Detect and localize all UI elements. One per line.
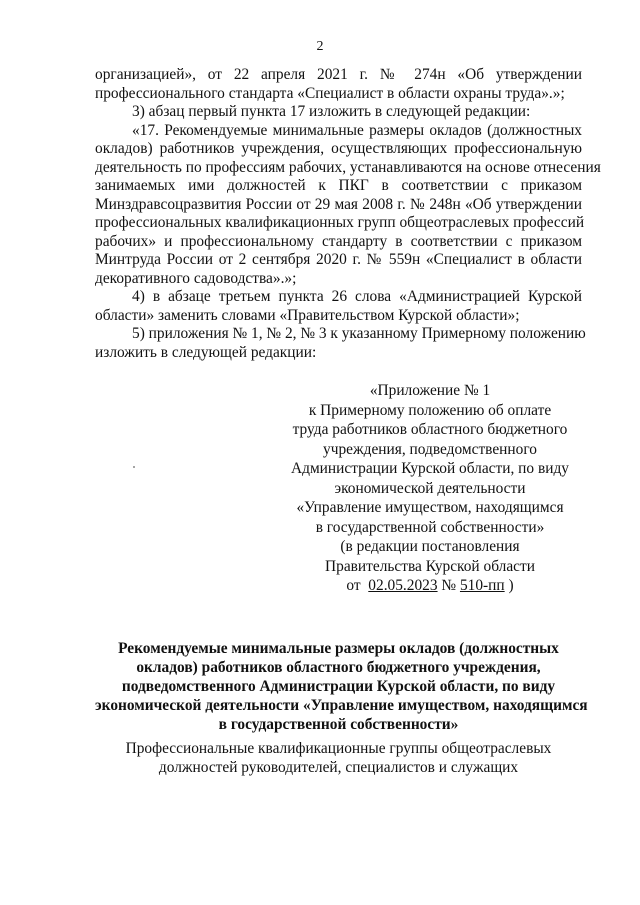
paragraph-line: профессиональных квалификационных групп общеотраслевых профессий bbox=[95, 214, 585, 231]
paragraph-line: рабочих» и профессиональному стандарту в соответствии с приказом bbox=[95, 232, 582, 250]
appendix-line: учреждения, подведомственного bbox=[323, 440, 537, 458]
paragraph-line: занимаемых ими должностей к ПКГ в соответствии с приказом bbox=[95, 177, 582, 194]
paragraph-line: декоративного садоводства».»; bbox=[95, 269, 297, 287]
appendix-block bbox=[280, 381, 580, 596]
scan-speck bbox=[133, 466, 135, 468]
resolution-date: 02.05.2023 bbox=[368, 577, 438, 594]
paragraph-line: деятельность по профессиям рабочих, устанавливаются на основе отнесения bbox=[95, 158, 601, 176]
heading-line: окладов) работников областного бюджетного учреждения, bbox=[136, 659, 541, 676]
paragraph-line: окладов) работников учреждения, осуществляющих профессиональную bbox=[95, 140, 582, 157]
date-suffix: ) bbox=[504, 577, 514, 594]
subheading-line: должностей руководителей, специалистов и служащих bbox=[158, 759, 519, 776]
appendix-line: экономической деятельности bbox=[334, 479, 526, 497]
body-text bbox=[95, 66, 601, 362]
appendix-line: «Управление имуществом, находящимся bbox=[296, 499, 564, 516]
number-prefix: № bbox=[437, 577, 460, 594]
subsection-heading bbox=[95, 739, 582, 777]
heading-line: подведомственного Администрации Курской области, по виду bbox=[121, 678, 556, 695]
paragraph-line: Минздравсоцразвития России от 29 мая 2008 г. № 248н «Об утверждении bbox=[95, 195, 582, 213]
appendix-line: (в редакции постановления bbox=[340, 538, 520, 555]
appendix-line: в государственной собственности» bbox=[315, 518, 545, 536]
heading-line: в государственной собственности» bbox=[218, 716, 459, 733]
appendix-line: труда работников областного бюджетного bbox=[292, 421, 568, 438]
heading-line: экономической деятельности «Управление имуществом, находящимся bbox=[95, 697, 588, 714]
appendix-date-line bbox=[280, 576, 580, 596]
appendix-line: к Примерному положению об оплате bbox=[308, 401, 552, 419]
paragraph-line: изложить в следующей редакции: bbox=[95, 343, 317, 361]
paragraph-line: 5) приложения № 1, № 2, № 3 к указанному Примерному положению bbox=[132, 325, 586, 342]
paragraph-line: 4) в абзаце третьем пункта 26 слова «Администрацией Курской bbox=[132, 288, 582, 305]
appendix-line: Администрации Курской области, по виду bbox=[291, 460, 569, 477]
section-heading bbox=[95, 639, 588, 734]
paragraph-line: «17. Рекомендуемые минимальные размеры окладов (должностных bbox=[132, 121, 582, 139]
heading-line: Рекомендуемые минимальные размеры окладов (должностных bbox=[118, 640, 559, 657]
paragraph-line: организацией», от 22 апреля 2021 г. № 274н «Об утверждении bbox=[95, 66, 582, 83]
resolution-number: 510-пп bbox=[459, 577, 505, 594]
page-number: 2 bbox=[316, 39, 324, 54]
paragraph-line: области» заменить словами «Правительством Курской области»; bbox=[95, 306, 520, 324]
date-prefix: от bbox=[346, 577, 369, 594]
appendix-line: Правительства Курской области bbox=[325, 557, 535, 575]
subheading-line: Профессиональные квалификационные группы общеотраслевых bbox=[125, 740, 552, 757]
paragraph-line: Минтруда России от 2 сентября 2020 г. № 559н «Специалист в области bbox=[95, 251, 582, 268]
paragraph-line: 3) абзац первый пункта 17 изложить в следующей редакции: bbox=[132, 103, 531, 120]
paragraph-line: профессионального стандарта «Специалист в области охраны труда».»; bbox=[95, 84, 565, 102]
appendix-line: «Приложение № 1 bbox=[369, 382, 491, 399]
